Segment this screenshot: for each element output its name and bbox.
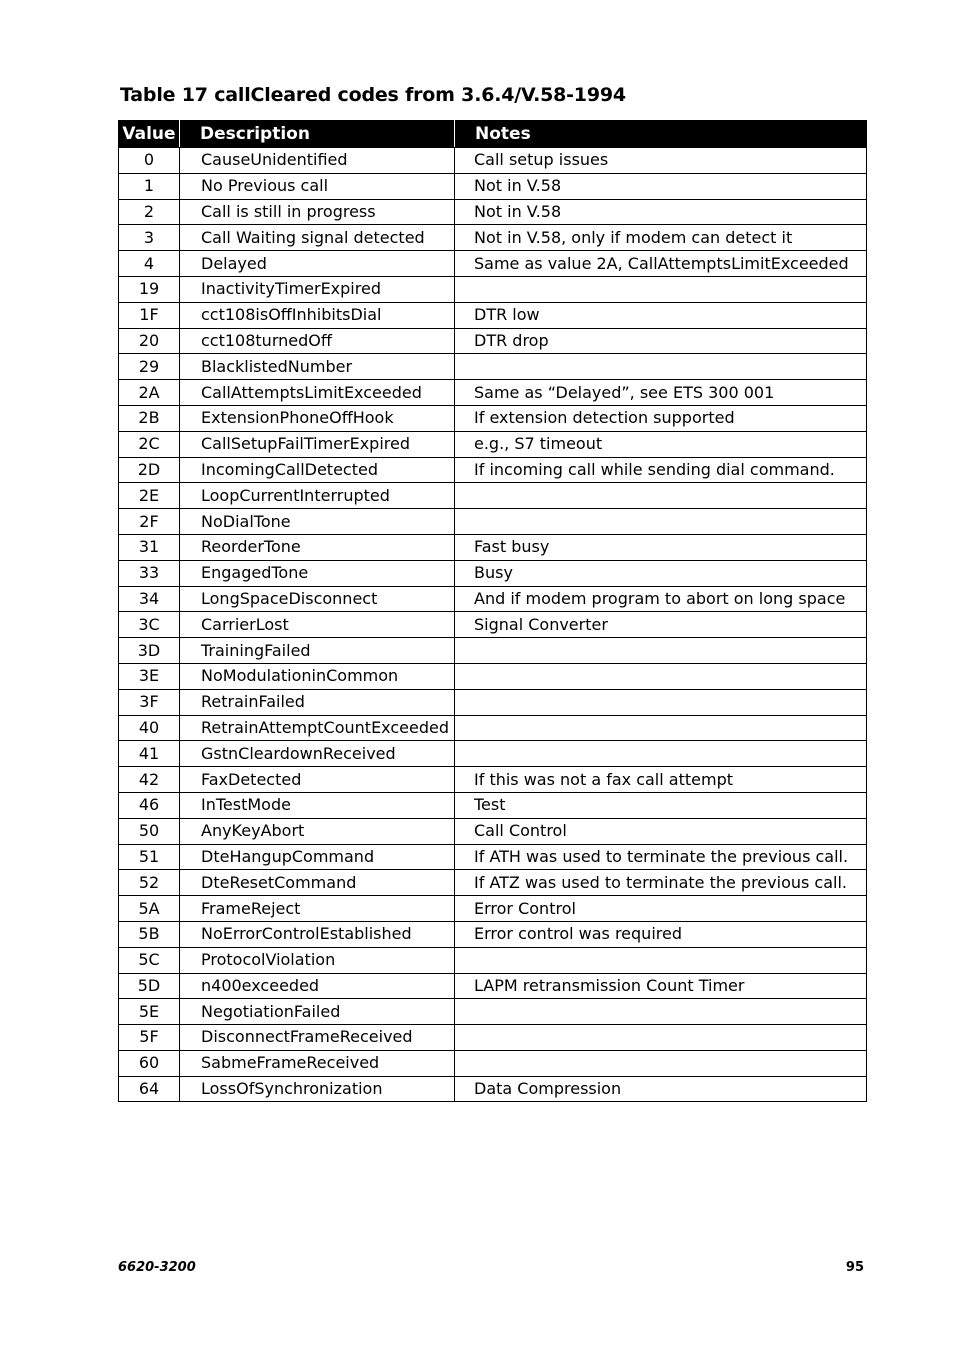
table-row xyxy=(119,199,867,225)
cell-value: 5F xyxy=(119,1025,180,1051)
table-row xyxy=(119,896,867,922)
cell-description: ExtensionPhoneOffHook xyxy=(180,405,455,431)
cell-description: FrameReject xyxy=(180,896,455,922)
cell-notes: If ATH was used to terminate the previous call. xyxy=(455,844,867,870)
table-row xyxy=(119,534,867,560)
cell-value: 3C xyxy=(119,612,180,638)
cell-value: 2A xyxy=(119,380,180,406)
cell-notes: Busy xyxy=(455,560,867,586)
table-row xyxy=(119,999,867,1025)
cell-value: 52 xyxy=(119,870,180,896)
cell-notes xyxy=(455,1050,867,1076)
table-row xyxy=(119,302,867,328)
table-row xyxy=(119,973,867,999)
cell-value: 20 xyxy=(119,328,180,354)
cell-description: NegotiationFailed xyxy=(180,999,455,1025)
cell-notes xyxy=(455,741,867,767)
cell-value: 33 xyxy=(119,560,180,586)
cell-value: 3 xyxy=(119,225,180,251)
cell-notes xyxy=(455,715,867,741)
cell-notes xyxy=(455,638,867,664)
cell-notes: Not in V.58 xyxy=(455,173,867,199)
cell-description: NoErrorControlEstablished xyxy=(180,921,455,947)
cell-notes xyxy=(455,663,867,689)
cell-description: RetrainFailed xyxy=(180,689,455,715)
cell-value: 3F xyxy=(119,689,180,715)
table-row xyxy=(119,225,867,251)
cell-description: LoopCurrentInterrupted xyxy=(180,483,455,509)
cell-notes: Error control was required xyxy=(455,921,867,947)
cell-value: 5B xyxy=(119,921,180,947)
table-row xyxy=(119,870,867,896)
table-row xyxy=(119,1025,867,1051)
table-row xyxy=(119,457,867,483)
table-title: Table 17 callCleared codes from 3.6.4/V.58-1994 xyxy=(120,84,626,106)
cell-value: 41 xyxy=(119,741,180,767)
cell-value: 2B xyxy=(119,405,180,431)
table-row xyxy=(119,792,867,818)
table-row xyxy=(119,380,867,406)
table-row xyxy=(119,509,867,535)
cell-notes: Call Control xyxy=(455,818,867,844)
cell-notes: If ATZ was used to terminate the previous call. xyxy=(455,870,867,896)
cell-notes xyxy=(455,999,867,1025)
cell-description: No Previous call xyxy=(180,173,455,199)
cell-description: LongSpaceDisconnect xyxy=(180,586,455,612)
table-row xyxy=(119,689,867,715)
cell-value: 2E xyxy=(119,483,180,509)
cell-description: cct108turnedOff xyxy=(180,328,455,354)
cell-value: 42 xyxy=(119,767,180,793)
callcleared-codes-table xyxy=(118,120,867,1102)
page-number: 95 xyxy=(845,1260,864,1275)
cell-value: 2D xyxy=(119,457,180,483)
cell-notes xyxy=(455,354,867,380)
cell-description: SabmeFrameReceived xyxy=(180,1050,455,1076)
table-row xyxy=(119,586,867,612)
cell-description: Delayed xyxy=(180,251,455,277)
cell-notes xyxy=(455,947,867,973)
column-header-notes: Notes xyxy=(455,121,867,148)
table-row xyxy=(119,715,867,741)
cell-value: 50 xyxy=(119,818,180,844)
table-header-row xyxy=(119,121,867,148)
cell-description: DteHangupCommand xyxy=(180,844,455,870)
cell-description: n400exceeded xyxy=(180,973,455,999)
cell-notes: Not in V.58, only if modem can detect it xyxy=(455,225,867,251)
cell-value: 1F xyxy=(119,302,180,328)
cell-notes xyxy=(455,483,867,509)
cell-description: CallAttemptsLimitExceeded xyxy=(180,380,455,406)
cell-value: 29 xyxy=(119,354,180,380)
cell-value: 5C xyxy=(119,947,180,973)
cell-notes: Same as value 2A, CallAttemptsLimitExceeded xyxy=(455,251,867,277)
cell-value: 2C xyxy=(119,431,180,457)
cell-description: InactivityTimerExpired xyxy=(180,276,455,302)
cell-notes: Signal Converter xyxy=(455,612,867,638)
cell-description: CarrierLost xyxy=(180,612,455,638)
cell-description: AnyKeyAbort xyxy=(180,818,455,844)
cell-value: 64 xyxy=(119,1076,180,1102)
cell-description: Call is still in progress xyxy=(180,199,455,225)
cell-value: 5E xyxy=(119,999,180,1025)
table-body xyxy=(119,148,867,1102)
cell-description: NoModulationinCommon xyxy=(180,663,455,689)
table-row xyxy=(119,844,867,870)
document-number: 6620-3200 xyxy=(118,1260,196,1275)
cell-value: 19 xyxy=(119,276,180,302)
cell-description: LossOfSynchronization xyxy=(180,1076,455,1102)
cell-description: IncomingCallDetected xyxy=(180,457,455,483)
cell-value: 3D xyxy=(119,638,180,664)
cell-value: 2 xyxy=(119,199,180,225)
cell-notes: e.g., S7 timeout xyxy=(455,431,867,457)
cell-notes xyxy=(455,276,867,302)
cell-value: 4 xyxy=(119,251,180,277)
cell-value: 5D xyxy=(119,973,180,999)
cell-notes xyxy=(455,509,867,535)
cell-description: EngagedTone xyxy=(180,560,455,586)
cell-value: 0 xyxy=(119,148,180,174)
column-header-value: Value xyxy=(119,121,180,148)
cell-notes: And if modem program to abort on long space xyxy=(455,586,867,612)
table-row xyxy=(119,251,867,277)
cell-notes: Call setup issues xyxy=(455,148,867,174)
table-row xyxy=(119,328,867,354)
cell-value: 34 xyxy=(119,586,180,612)
column-header-description: Description xyxy=(180,121,455,148)
table-row xyxy=(119,276,867,302)
cell-description: NoDialTone xyxy=(180,509,455,535)
cell-notes xyxy=(455,689,867,715)
cell-value: 51 xyxy=(119,844,180,870)
cell-notes: Test xyxy=(455,792,867,818)
table-row xyxy=(119,148,867,174)
table-row xyxy=(119,663,867,689)
cell-notes xyxy=(455,1025,867,1051)
cell-notes: Not in V.58 xyxy=(455,199,867,225)
cell-notes: DTR drop xyxy=(455,328,867,354)
table-row xyxy=(119,173,867,199)
cell-value: 40 xyxy=(119,715,180,741)
cell-description: CallSetupFailTimerExpired xyxy=(180,431,455,457)
cell-description: BlacklistedNumber xyxy=(180,354,455,380)
cell-value: 46 xyxy=(119,792,180,818)
cell-description: FaxDetected xyxy=(180,767,455,793)
cell-notes: If extension detection supported xyxy=(455,405,867,431)
table-row xyxy=(119,921,867,947)
cell-description: GstnCleardownReceived xyxy=(180,741,455,767)
cell-description: ProtocolViolation xyxy=(180,947,455,973)
cell-description: RetrainAttemptCountExceeded xyxy=(180,715,455,741)
table-row xyxy=(119,483,867,509)
cell-description: InTestMode xyxy=(180,792,455,818)
table-row xyxy=(119,560,867,586)
cell-notes: Same as “Delayed”, see ETS 300 001 xyxy=(455,380,867,406)
table-row xyxy=(119,741,867,767)
table-row xyxy=(119,947,867,973)
cell-notes: If incoming call while sending dial command. xyxy=(455,457,867,483)
table-row xyxy=(119,818,867,844)
cell-description: ReorderTone xyxy=(180,534,455,560)
cell-notes: Fast busy xyxy=(455,534,867,560)
table-row xyxy=(119,1050,867,1076)
cell-notes: Error Control xyxy=(455,896,867,922)
cell-value: 3E xyxy=(119,663,180,689)
table-row xyxy=(119,767,867,793)
table-row xyxy=(119,354,867,380)
cell-description: cct108isOffInhibitsDial xyxy=(180,302,455,328)
cell-notes: Data Compression xyxy=(455,1076,867,1102)
cell-notes: If this was not a fax call attempt xyxy=(455,767,867,793)
cell-value: 2F xyxy=(119,509,180,535)
cell-value: 5A xyxy=(119,896,180,922)
cell-description: TrainingFailed xyxy=(180,638,455,664)
cell-value: 1 xyxy=(119,173,180,199)
table-row xyxy=(119,431,867,457)
cell-description: DteResetCommand xyxy=(180,870,455,896)
cell-description: CauseUnidentified xyxy=(180,148,455,174)
cell-notes: LAPM retransmission Count Timer xyxy=(455,973,867,999)
cell-value: 60 xyxy=(119,1050,180,1076)
table-row xyxy=(119,638,867,664)
table-row xyxy=(119,405,867,431)
cell-value: 31 xyxy=(119,534,180,560)
table-row xyxy=(119,1076,867,1102)
table-row xyxy=(119,612,867,638)
cell-description: Call Waiting signal detected xyxy=(180,225,455,251)
cell-description: DisconnectFrameReceived xyxy=(180,1025,455,1051)
cell-notes: DTR low xyxy=(455,302,867,328)
